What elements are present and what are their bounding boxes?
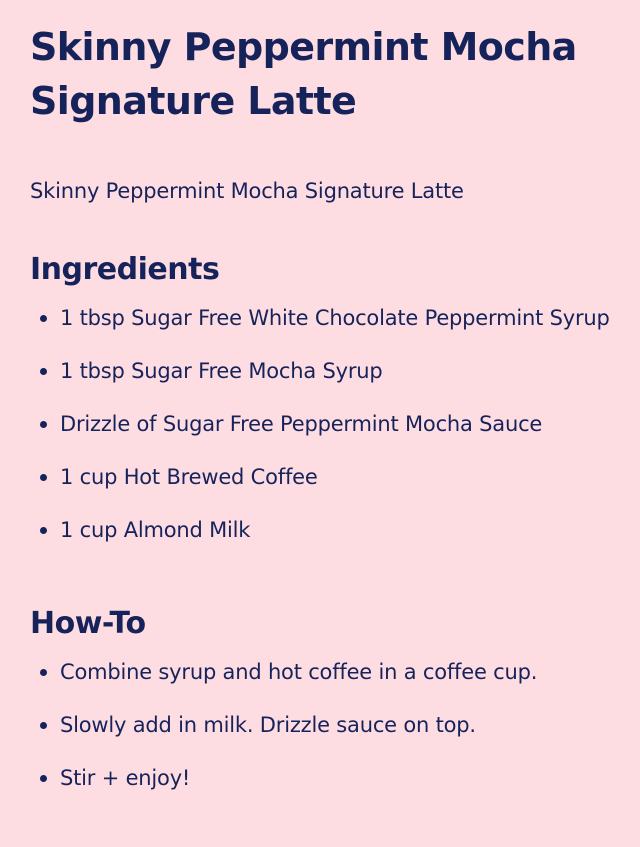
step-item: Combine syrup and hot coffee in a coffee cup. — [30, 650, 620, 694]
step-item: Stir + enjoy! — [30, 756, 620, 800]
recipe-subtitle: Skinny Peppermint Mocha Signature Latte — [30, 179, 464, 203]
steps-list — [30, 650, 620, 800]
ingredient-item: Drizzle of Sugar Free Peppermint Mocha Sauce — [30, 402, 620, 446]
ingredient-item: 1 cup Hot Brewed Coffee — [30, 455, 620, 499]
ingredient-item: 1 tbsp Sugar Free White Chocolate Peppermint Syrup — [30, 296, 620, 340]
ingredients-list — [30, 296, 620, 552]
ingredient-item: 1 cup Almond Milk — [30, 508, 620, 552]
howto-heading: How-To — [30, 606, 146, 641]
recipe-card — [30, 20, 620, 809]
ingredient-item: 1 tbsp Sugar Free Mocha Syrup — [30, 349, 620, 393]
step-item: Slowly add in milk. Drizzle sauce on top. — [30, 703, 620, 747]
recipe-title: Skinny Peppermint Mocha Signature Latte — [30, 25, 577, 123]
ingredients-heading: Ingredients — [30, 252, 220, 287]
